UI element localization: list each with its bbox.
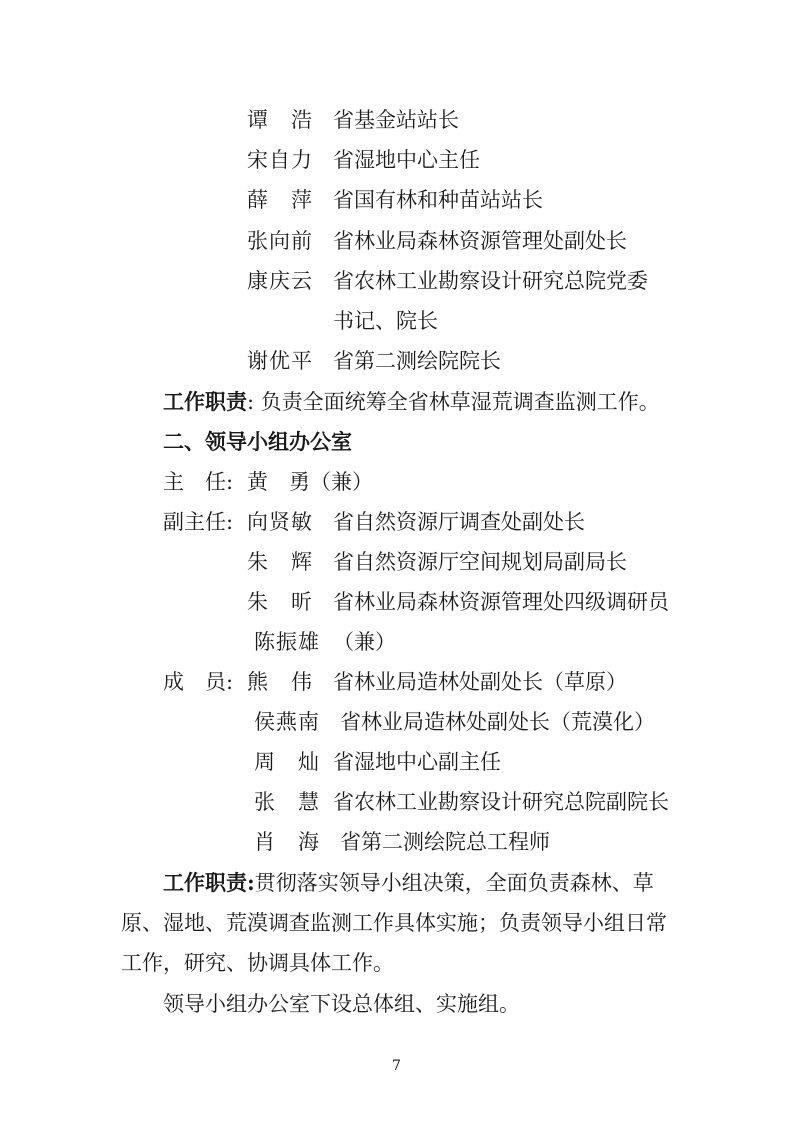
duty-text: 负责全面统筹全省林草湿荒调查监测工作。 [260, 390, 660, 414]
deputy-title: （兼） [333, 630, 396, 654]
duty-text: 贯彻落实领导小组决策，全面负责森林、草 [254, 871, 654, 895]
office-member-title: 省第二测绘院总工程师 [340, 830, 550, 854]
deputy-name: 朱 昕 [247, 590, 313, 614]
member-title: 省基金站站长 [333, 108, 459, 132]
duty-paragraph-2-line-3: 工作，研究、协调具体工作。 [121, 951, 394, 975]
member-name: 谭 浩 [247, 108, 313, 132]
duty-separator: : [247, 390, 255, 414]
office-member-title: 省林业局造林处副处长（草原） [333, 670, 627, 694]
page-number: 7 [392, 1058, 401, 1074]
duty-label: 工作职责: [163, 870, 255, 895]
office-director-label: 主 任: [163, 470, 234, 494]
deputy-label: 副主任: [163, 510, 234, 534]
office-member-name: 张 慧 [254, 790, 320, 814]
closing-paragraph: 领导小组办公室下设总体组、实施组。 [163, 992, 520, 1016]
member-name: 宋自力 [247, 148, 313, 172]
member-name: 谢优平 [247, 349, 313, 373]
duty-paragraph-2-line-2: 原、湿地、荒漠调查监测工作具体实施；负责领导小组日常 [121, 911, 667, 935]
member-name: 张向前 [247, 229, 313, 253]
member-title: 省国有林和种苗站站长 [333, 188, 543, 212]
duty-label: 工作职责 [163, 389, 247, 414]
section-heading: 二、领导小组办公室 [163, 430, 352, 454]
duty-paragraph-1 [163, 390, 660, 414]
deputy-title: 省林业局森林资源管理处四级调研员 [333, 590, 669, 614]
office-member-title: 省农林工业勘察设计研究总院副院长 [333, 790, 669, 814]
deputy-title: 省自然资源厅空间规划局副局长 [333, 550, 627, 574]
member-title: 省湿地中心主任 [333, 148, 480, 172]
deputy-name: 朱 辉 [247, 550, 313, 574]
member-title-continued: 书记、院长 [333, 309, 438, 333]
member-name: 康庆云 [247, 269, 313, 293]
deputy-name: 向贤敏 [247, 510, 313, 534]
office-member-title: 省林业局造林处副处长（荒漠化） [340, 710, 655, 734]
member-title: 省农林工业勘察设计研究总院党委 [333, 269, 648, 293]
office-member-name: 侯燕南 [254, 710, 320, 734]
office-member-name: 周 灿 [254, 750, 320, 774]
member-name: 薛 萍 [247, 188, 313, 212]
office-member-title: 省湿地中心副主任 [333, 750, 501, 774]
office-member-name: 熊 伟 [247, 670, 313, 694]
deputy-name: 陈振雄 [254, 630, 320, 654]
office-director-name: 黄 勇（兼） [247, 470, 373, 494]
deputy-title: 省自然资源厅调查处副处长 [333, 510, 585, 534]
duty-paragraph-2-line-1 [163, 871, 654, 895]
office-member-label: 成 员: [163, 670, 234, 694]
office-member-name: 肖 海 [254, 830, 320, 854]
member-title: 省第二测绘院院长 [333, 349, 501, 373]
member-title: 省林业局森林资源管理处副处长 [333, 229, 627, 253]
